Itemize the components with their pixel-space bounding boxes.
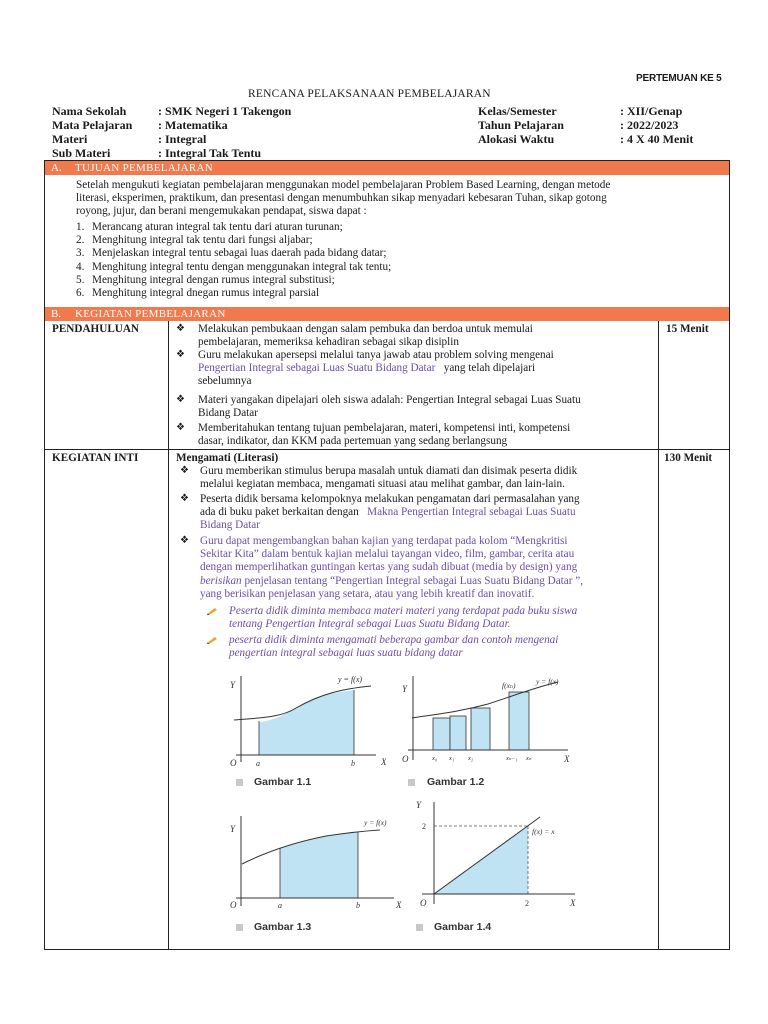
- section-b-bar: [45, 307, 729, 321]
- pend-item-4: Memberitahukan tentang tujuan pembelajaran, materi, kompetensi inti, kompetensi dasar, indikator, dan KKM pada pertemuan yang sedang berlangsung: [198, 422, 571, 448]
- list-item: 3. Menjelaskan integral tentu sebagai luas daerah pada bidang datar;: [76, 247, 387, 260]
- bullet-icon: ❖: [176, 394, 185, 405]
- tick-label: x₀: [432, 755, 438, 762]
- inti-sub-2: peserta didik diminta mengamati beberapa gambar dan contoh mengenai pengertian integral sebagai luas suatu bidang datar: [229, 634, 559, 660]
- figure-1-2: [398, 672, 576, 768]
- intro-line: Setelah mengukuti kegiatan pembelajaran menggunakan model pembelajaran Problem Based Learning, dengan metode: [76, 179, 611, 191]
- school-label: Nama Sekolah: [52, 104, 127, 118]
- section-a-bar: [45, 161, 729, 175]
- caption-marker: [408, 779, 415, 786]
- section-b-title: KEGIATAN PEMBELAJARAN: [75, 308, 226, 320]
- axis-label: X: [570, 898, 576, 908]
- caption-1-3: Gambar 1.3: [254, 921, 312, 933]
- tick-label: x₂: [468, 755, 474, 762]
- caption-1-2: Gambar 1.2: [427, 776, 485, 788]
- pend-item-3: Materi yangakan dipelajari oleh siswa adalah: Pengertian Integral sebagai Luas Suatu Bidang Datar: [198, 394, 581, 420]
- axis-label: O: [230, 758, 237, 768]
- pend-item-2: Guru melakukan apersepsi melalui tanya jawab atau problem solving mengenai Pengertian Integral sebagai Luas Suatu Bidang Datar yang telah dipelajari sebelumnya: [198, 349, 554, 388]
- time-value: : 4 X 40 Menit: [620, 132, 694, 146]
- subject-value: : Matematika: [158, 118, 228, 132]
- inti-item-3: Guru dapat mengembangkan bahan kajian yang terdapat pada kolom “Mengkritisi Sekitar Kita” dalam bentuk kajian melalui tayangan video, film, gambar, cerita atau dengan memperlihatkan guntingan kertas yang sudah dibuat (media by design) yang berisikan penjelasan tentang “Pengertian Integral sebagai Luas Suatu Bidang Datar ”, yang berisikan penjelasan yang setara, atau yang lebih kreatif dan inovatif.: [200, 535, 584, 600]
- axis-label: Y: [230, 680, 236, 690]
- axis-label: Y: [402, 684, 408, 694]
- bullet-icon: ❖: [176, 349, 185, 360]
- submaterial-label: Sub Materi: [52, 146, 111, 160]
- curve-label: y = f(x): [364, 818, 387, 827]
- axis-label: X: [396, 900, 402, 910]
- tick-label: xₙ₋₁: [506, 755, 518, 762]
- axis-label: X: [564, 754, 570, 764]
- axis-label: Y: [416, 800, 422, 810]
- header-right-labels: [478, 104, 564, 146]
- bullet-icon: ❖: [180, 493, 189, 504]
- axis-label: X: [381, 757, 386, 767]
- bullet-icon: ❖: [180, 465, 189, 476]
- subject-label: Mata Pelajaran: [52, 118, 133, 132]
- curve-label: y = f(x): [338, 675, 363, 684]
- pencil-icon: [206, 636, 218, 644]
- tick-label: a: [278, 901, 282, 910]
- header-right-values: [620, 104, 693, 146]
- inti-item-1: Guru memberikan stimulus berupa masalah untuk diamati dan disimak peserta didik melalui kegiatan membaca, mengamati situasi atau melihat gambar, dan lain-lain.: [200, 465, 578, 491]
- caption-marker: [416, 924, 423, 931]
- list-item: 1. Merancang aturan integral tak tentu dari aturan turunan;: [76, 221, 343, 233]
- school-value: : SMK Negeri 1 Takengon: [158, 104, 292, 118]
- year-value: : 2022/2023: [620, 118, 679, 132]
- class-label: Kelas/Semester: [478, 104, 557, 118]
- tick-label: 2: [525, 899, 529, 908]
- intro-line: royong, jujur, dan berani mengemukakan pendapat, siswa dapat :: [76, 205, 367, 218]
- section-b-letter: B.: [51, 308, 62, 320]
- tick-label: xₙ: [526, 755, 532, 762]
- tick-label: 2: [422, 822, 426, 831]
- section-a-letter: A.: [51, 162, 62, 174]
- meeting-number: PERTEMUAN KE 5: [636, 73, 722, 84]
- bullet-icon: ❖: [176, 422, 185, 433]
- curve-label: f(xₙ): [502, 681, 516, 690]
- figure-1-3: [226, 812, 406, 914]
- inti-label: KEGIATAN INTI: [52, 452, 139, 464]
- pendahuluan-label: PENDAHULUAN: [52, 323, 140, 335]
- axis-label: O: [402, 754, 409, 764]
- inti-heading: Mengamati (Literasi): [176, 452, 279, 464]
- material-value: : Integral: [158, 132, 207, 146]
- pend-item-1: Melakukan pembukaan dengan salam pembuka dan berdoa untuk memulai pembelajaran, memeriksa kehadiran sebagai sikap disiplin: [198, 323, 533, 349]
- inti-sub-1: Peserta didik diminta membaca materi materi yang terdapat pada buku siswa tentang Pengertian Integral sebagai Luas Suatu Bidang Datar.: [229, 605, 578, 631]
- inti-time: 130 Menit: [664, 452, 713, 464]
- intro-line: literasi, eksperimen, praktikum, dan presentasi dengan menumbuhkan sikap menyadari kebesaran Tuhan, sikap gotong: [76, 192, 607, 205]
- time-label: Alokasi Waktu: [478, 132, 555, 146]
- table-divider: [168, 321, 169, 950]
- tick-label: x₁: [449, 755, 455, 762]
- document-title: RENCANA PELAKSANAAN PEMBELAJARAN: [248, 88, 491, 100]
- section-a-title: TUJUAN PEMBELAJARAN: [75, 162, 214, 174]
- bullet-icon: ❖: [180, 535, 189, 546]
- table-divider: [658, 321, 659, 950]
- caption-1-1: Gambar 1.1: [254, 776, 312, 788]
- tick-label: b: [351, 759, 355, 768]
- list-item: 5. Menghitung integral dengan rumus integral substitusi;: [76, 273, 335, 286]
- pendahuluan-time: 15 Menit: [666, 323, 709, 335]
- inti-item-2: Peserta didik bersama kelompoknya melakukan pengamatan dari permasalahan yang ada di buku paket berkaitan dengan Makna Pengertian Integral sebagai Luas Suatu Bidang Datar: [200, 493, 580, 532]
- caption-1-4: Gambar 1.4: [434, 921, 492, 933]
- list-item: 6. Menghitung integral dnegan rumus integral parsial: [76, 287, 320, 300]
- year-label: Tahun Pelajaran: [478, 118, 564, 132]
- header-left-labels: [52, 104, 132, 160]
- axis-label: O: [230, 900, 237, 910]
- table-divider: [44, 449, 730, 450]
- tick-label: b: [356, 901, 360, 910]
- pencil-icon: [206, 607, 218, 615]
- objectives-intro: [76, 179, 726, 219]
- class-value: : XII/Genap: [620, 104, 683, 118]
- axis-label: O: [420, 898, 427, 908]
- submaterial-value: : Integral Tak Tentu: [158, 146, 262, 160]
- header-left-values: [158, 104, 291, 160]
- caption-marker: [236, 924, 243, 931]
- tick-label: a: [256, 759, 260, 768]
- figure-1-1: [226, 672, 386, 768]
- objectives-list: [76, 221, 391, 300]
- curve-label: f(x) = x: [532, 827, 555, 836]
- axis-label: Y: [230, 824, 236, 834]
- bullet-icon: ❖: [176, 323, 185, 334]
- list-item: 4. Menghitung integral tentu dengan menggunakan integral tak tentu;: [76, 260, 392, 273]
- curve-label: y = f(x): [536, 677, 559, 686]
- material-label: Materi: [52, 132, 88, 146]
- figure-1-4: [410, 798, 580, 914]
- list-item: 2. Menghitung integral tak tentu dari fungsi aljabar;: [76, 234, 313, 247]
- caption-marker: [236, 779, 243, 786]
